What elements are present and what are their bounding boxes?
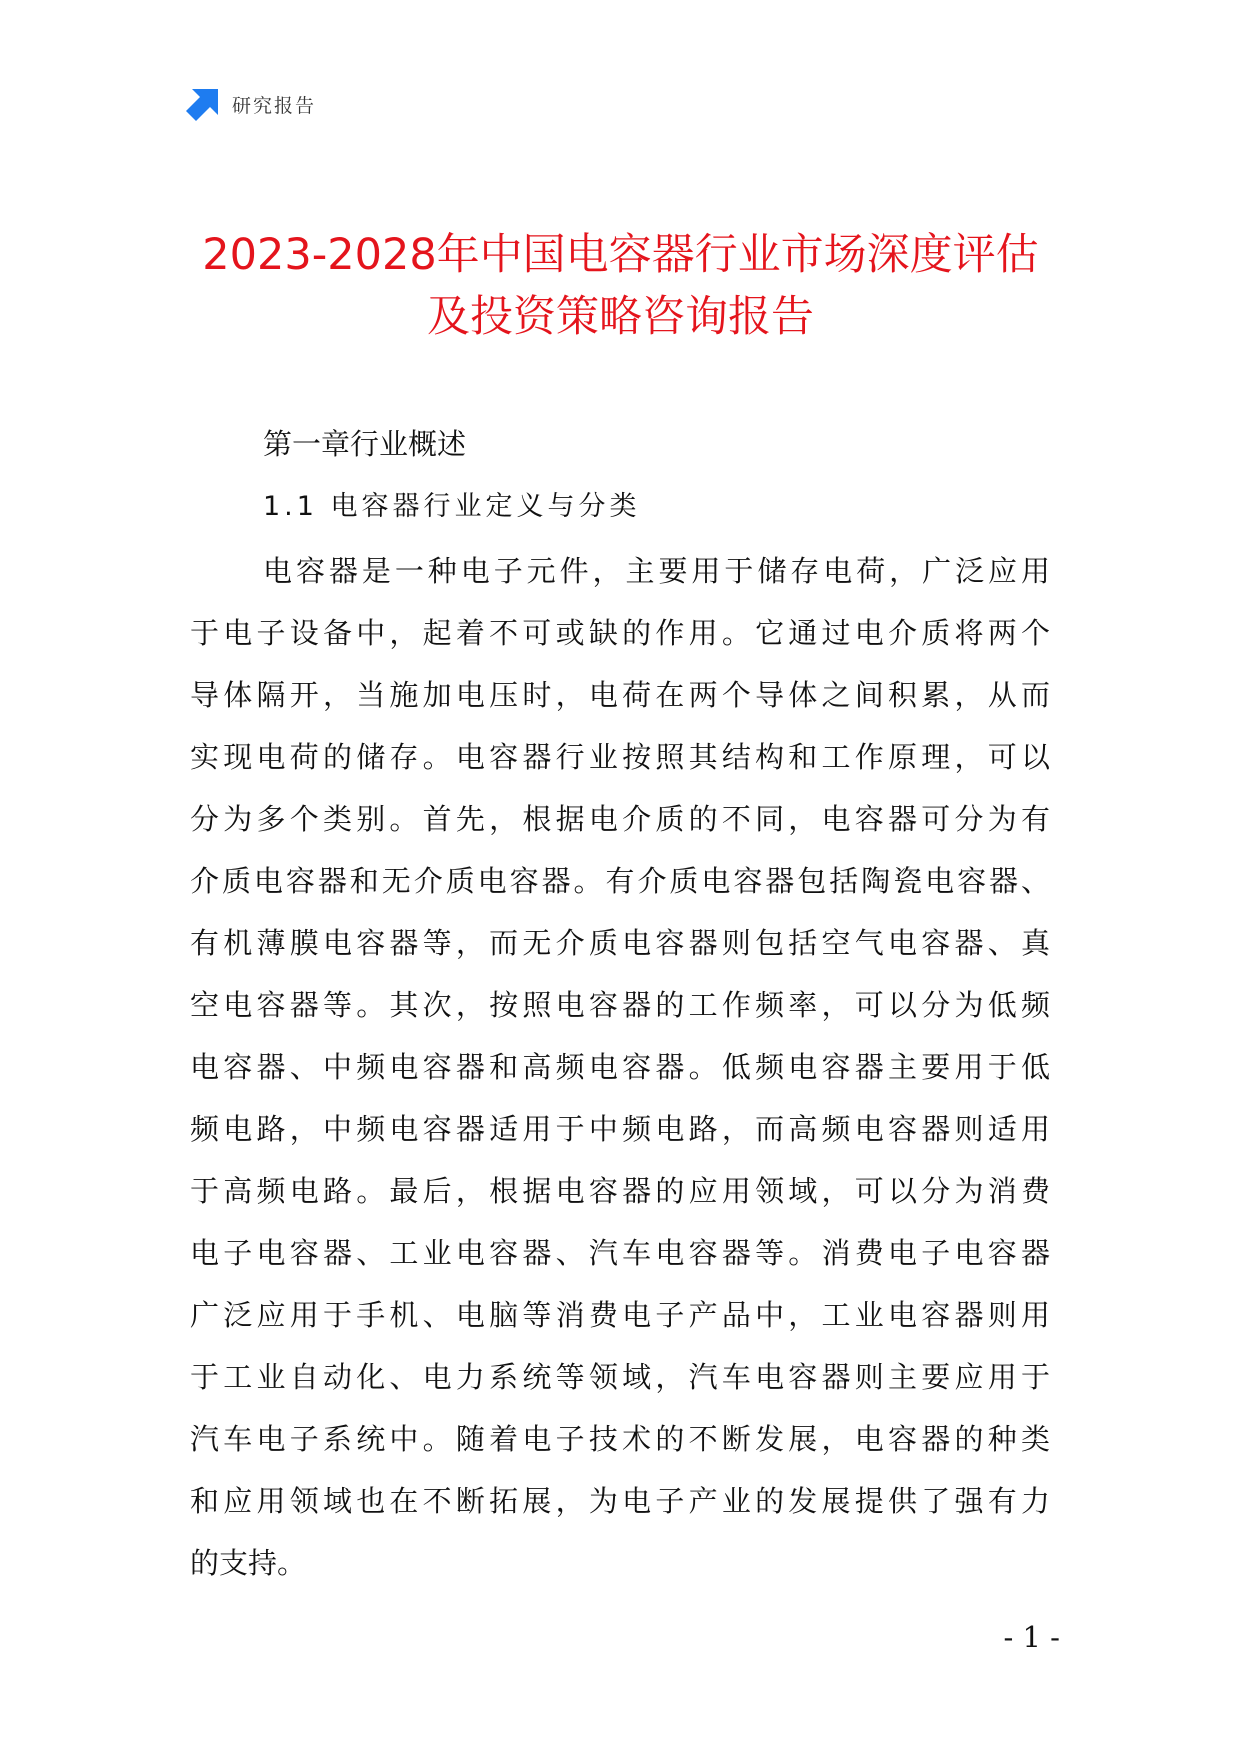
paragraph-line: 有机薄膜电容器等，而无介质电容器则包括空气电容器、真: [190, 926, 1050, 960]
paragraph-line: 于工业自动化、电力系统等领域，汽车电容器则主要应用于: [190, 1360, 1050, 1394]
paragraph-line: 分为多个类别。首先，根据电介质的不同，电容器可分为有: [190, 802, 1050, 836]
paragraph-line: 电容器、中频电容器和高频电容器。低频电容器主要用于低: [190, 1050, 1050, 1084]
paragraph-line: 广泛应用于手机、电脑等消费电子产品中，工业电容器则用: [190, 1298, 1050, 1332]
paragraph-line: 和应用领域也在不断拓展，为电子产业的发展提供了强有力: [190, 1484, 1050, 1518]
arrow-up-right-icon: [186, 87, 220, 121]
report-title-line-1: 2023-2028年中国电容器行业市场深度评估: [202, 230, 1039, 280]
paragraph-line: 电容器是一种电子元件，主要用于储存电荷，广泛应用: [263, 554, 1050, 588]
section-heading: 1.1 电容器行业定义与分类: [263, 491, 641, 522]
page-number: - 1 -: [1003, 1620, 1060, 1654]
chapter-heading: 第一章行业概述: [263, 427, 467, 461]
paragraph-line: 于电子设备中，起着不可或缺的作用。它通过电介质将两个: [190, 616, 1050, 650]
paragraph-line: 实现电荷的储存。电容器行业按照其结构和工作原理，可以: [190, 740, 1050, 774]
paragraph-line: 于高频电路。最后，根据电容器的应用领域，可以分为消费: [190, 1174, 1050, 1208]
paragraph-line: 介质电容器和无介质电容器。有介质电容器包括陶瓷电容器、: [190, 864, 1050, 898]
paragraph-line: 汽车电子系统中。随着电子技术的不断发展，电容器的种类: [190, 1422, 1050, 1456]
paragraph-line: 导体隔开，当施加电压时，电荷在两个导体之间积累，从而: [190, 678, 1050, 712]
paragraph-line: 电子电容器、工业电容器、汽车电容器等。消费电子电容器: [190, 1236, 1050, 1270]
paragraph-line: 的支持。: [190, 1546, 307, 1580]
body-paragraph: [190, 540, 1050, 1594]
report-title-line-2: 及投资策略咨询报告: [427, 292, 814, 342]
header-label: 研究报告: [232, 94, 317, 117]
page-header: [186, 87, 316, 121]
paragraph-line: 频电路，中频电容器适用于中频电路，而高频电容器则适用: [190, 1112, 1050, 1146]
paragraph-line: 空电容器等。其次，按照电容器的工作频率，可以分为低频: [190, 988, 1050, 1022]
report-title: [140, 224, 1101, 348]
